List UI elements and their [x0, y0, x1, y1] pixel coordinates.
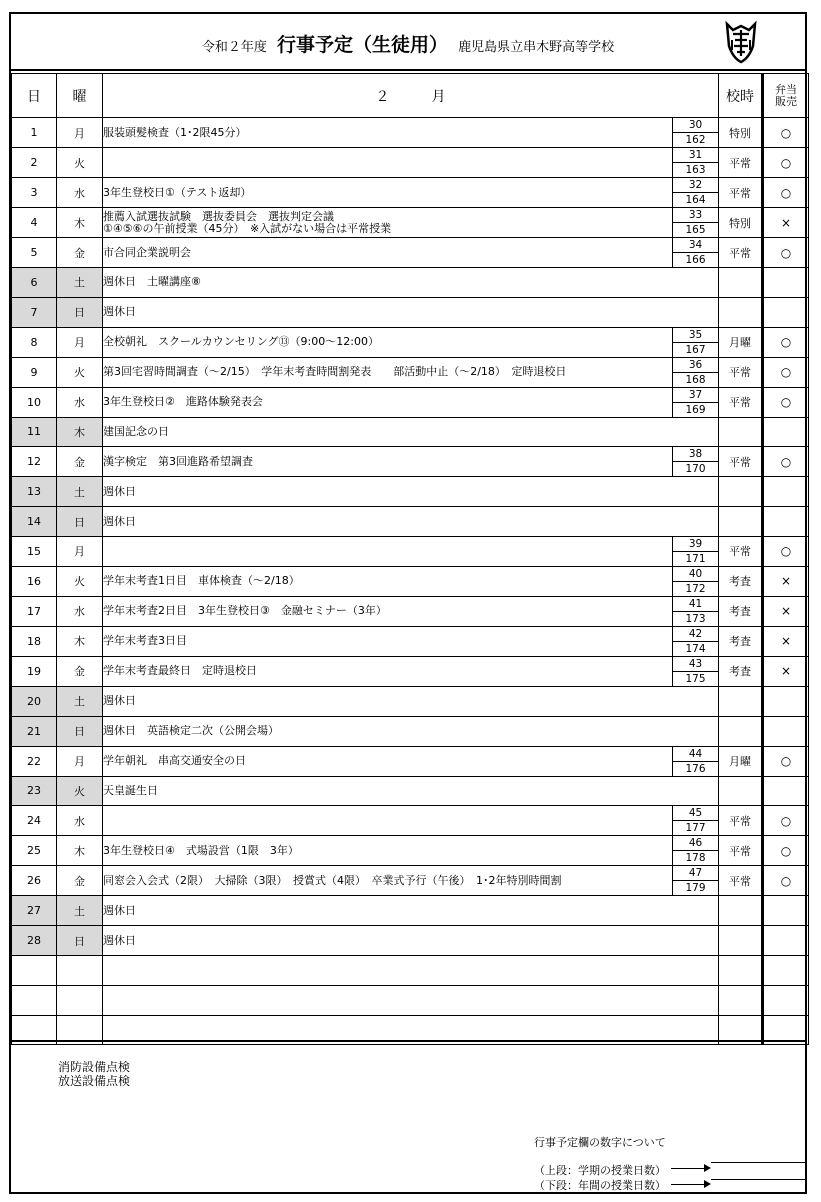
- school-hours-cell: 平常: [719, 536, 763, 566]
- weekday-cell: 土: [57, 686, 103, 716]
- table-row: [12, 327, 809, 357]
- class-days-cell: [673, 746, 719, 776]
- class-days-cell: [673, 806, 719, 836]
- school-hours-cell: 考査: [719, 626, 763, 656]
- col-month-header: ２ 月: [103, 74, 719, 118]
- table-row: [12, 507, 809, 537]
- year-class-days: 166: [685, 254, 706, 266]
- day-cell: 5: [12, 238, 57, 268]
- school-hours-cell: 平常: [719, 357, 763, 387]
- event-cell: [103, 985, 719, 1015]
- term-class-days: 37: [673, 388, 718, 403]
- table-row: [12, 447, 809, 477]
- school-hours-cell: [719, 417, 763, 447]
- year-class-days: 175: [685, 672, 706, 685]
- bento-cell: [763, 926, 809, 956]
- table-header-row: [12, 74, 809, 118]
- legend-sample-box: [711, 1162, 807, 1180]
- day-cell: 19: [12, 656, 57, 686]
- class-days-cell: [673, 447, 719, 477]
- event-cell: 3年生登校日①（テスト返却）: [103, 178, 673, 208]
- day-cell: 6: [12, 268, 57, 298]
- event-cell: 週休日: [103, 477, 719, 507]
- bento-cell: ×: [763, 208, 809, 238]
- weekday-cell: 水: [57, 806, 103, 836]
- event-cell: 3年生登校日④ 式場設営（1限 3年）: [103, 836, 673, 866]
- school-hours-cell: 平常: [719, 238, 763, 268]
- day-cell: 27: [12, 896, 57, 926]
- note-item: 放送設備点検: [58, 1074, 131, 1088]
- schedule-table: [11, 73, 809, 1045]
- bento-cell: [763, 297, 809, 327]
- term-class-days: 47: [673, 866, 718, 881]
- school-hours-cell: 平常: [719, 447, 763, 477]
- weekday-cell: 日: [57, 507, 103, 537]
- table-row: [12, 208, 809, 238]
- table-row: [12, 656, 809, 686]
- title-school: 鹿児島県立串木野高等学校: [458, 40, 615, 55]
- year-class-days: 168: [685, 373, 706, 386]
- event-cell: 週休日 土曜講座⑧: [103, 268, 719, 298]
- page-header: [11, 14, 805, 71]
- year-class-days: 162: [685, 134, 706, 146]
- year-class-days: 178: [685, 852, 706, 865]
- table-row: [12, 536, 809, 566]
- table-row: [12, 626, 809, 656]
- year-class-days: 174: [685, 642, 706, 655]
- bento-cell: ○: [763, 806, 809, 836]
- event-cell: 学年末考査2日目 3年生登校日③ 金融セミナー（3年）: [103, 596, 673, 626]
- weekday-cell: 金: [57, 238, 103, 268]
- year-class-days: 164: [685, 194, 706, 206]
- school-hours-cell: 平常: [719, 387, 763, 417]
- table-row: [12, 866, 809, 896]
- school-hours-cell: [719, 896, 763, 926]
- event-cell: 漢字検定 第3回進路希望調査: [103, 447, 673, 477]
- term-class-days: 43: [673, 657, 718, 672]
- event-cell: 全校朝礼 スクールカウンセリング⑬（9:00～12:00）: [103, 327, 673, 357]
- bento-cell: [763, 686, 809, 716]
- title-era: 令和２年度: [201, 40, 267, 55]
- bento-cell: ○: [763, 387, 809, 417]
- class-days-cell: [673, 327, 719, 357]
- day-cell: 25: [12, 836, 57, 866]
- event-cell: 学年末考査1日目 車体検査（～2/18）: [103, 566, 673, 596]
- day-cell: 9: [12, 357, 57, 387]
- event-cell: 天皇誕生日: [103, 776, 719, 806]
- bento-cell: ○: [763, 746, 809, 776]
- legend-upper: （上段：学期の授業日数）: [534, 1164, 666, 1177]
- day-cell: 4: [12, 208, 57, 238]
- col-weekday-header: 曜: [57, 74, 103, 118]
- bento-cell: ×: [763, 656, 809, 686]
- table-row: [12, 118, 809, 148]
- weekday-cell: 火: [57, 357, 103, 387]
- table-row: [12, 238, 809, 268]
- day-cell: 22: [12, 746, 57, 776]
- class-days-cell: [673, 357, 719, 387]
- table-row: [12, 716, 809, 746]
- day-cell: 12: [12, 447, 57, 477]
- year-class-days: 179: [685, 882, 706, 895]
- table-row: [12, 776, 809, 806]
- bento-cell: ×: [763, 626, 809, 656]
- table-row: [12, 566, 809, 596]
- term-class-days: 35: [673, 328, 718, 343]
- day-cell: 16: [12, 566, 57, 596]
- term-class-days: 31: [673, 148, 718, 163]
- col-day-header: 日: [12, 74, 57, 118]
- term-class-days: 40: [673, 567, 718, 582]
- day-cell: 26: [12, 866, 57, 896]
- col-hours-header: 校時: [719, 74, 763, 118]
- weekday-cell: 月: [57, 746, 103, 776]
- school-hours-cell: [719, 985, 763, 1015]
- term-class-days: 46: [673, 836, 718, 851]
- year-class-days: 170: [685, 463, 706, 476]
- class-days-cell: [673, 208, 719, 238]
- arrow-right-icon: [704, 1180, 711, 1188]
- table-row: [12, 596, 809, 626]
- event-cell: [103, 148, 673, 178]
- day-cell: 23: [12, 776, 57, 806]
- bento-cell: ○: [763, 178, 809, 208]
- school-hours-cell: 平常: [719, 178, 763, 208]
- class-days-cell: [673, 596, 719, 626]
- day-cell: 7: [12, 297, 57, 327]
- day-cell: 2: [12, 148, 57, 178]
- school-hours-cell: 考査: [719, 656, 763, 686]
- weekday-cell: 火: [57, 776, 103, 806]
- event-cell: 週休日: [103, 896, 719, 926]
- day-cell: [12, 955, 57, 985]
- school-hours-cell: [719, 955, 763, 985]
- school-hours-cell: 平常: [719, 148, 763, 178]
- school-hours-cell: 平常: [719, 806, 763, 836]
- bento-cell: [763, 477, 809, 507]
- event-cell: [103, 208, 673, 238]
- bento-cell: [763, 716, 809, 746]
- school-hours-cell: 月曜: [719, 327, 763, 357]
- bento-cell: ×: [763, 566, 809, 596]
- term-class-days: 32: [673, 178, 718, 193]
- event-cell: 学年末考査3日目: [103, 626, 673, 656]
- class-days-cell: [673, 866, 719, 896]
- weekday-cell: 火: [57, 566, 103, 596]
- bento-cell: [763, 955, 809, 985]
- bento-cell: [763, 507, 809, 537]
- weekday-cell: 木: [57, 626, 103, 656]
- school-hours-cell: 平常: [719, 836, 763, 866]
- year-class-days: 171: [685, 552, 706, 565]
- bento-cell: ○: [763, 148, 809, 178]
- bento-cell: ○: [763, 357, 809, 387]
- weekday-cell: 月: [57, 536, 103, 566]
- table-row: [12, 985, 809, 1015]
- table-row: [12, 686, 809, 716]
- school-hours-cell: [719, 477, 763, 507]
- table-row: [12, 387, 809, 417]
- weekday-cell: 土: [57, 477, 103, 507]
- bento-cell: ○: [763, 118, 809, 148]
- weekday-cell: 火: [57, 148, 103, 178]
- bento-cell: ○: [763, 238, 809, 268]
- year-class-days: 169: [685, 403, 706, 416]
- table-row: [12, 806, 809, 836]
- weekday-cell: 日: [57, 297, 103, 327]
- event-cell: 第3回宅習時間調査（～2/15） 学年末考査時間割発表 部活動中止（～2/18） 定時退校日: [103, 357, 673, 387]
- weekday-cell: 月: [57, 118, 103, 148]
- class-days-cell: [673, 656, 719, 686]
- day-cell: 1: [12, 118, 57, 148]
- year-class-days: 172: [685, 582, 706, 595]
- event-cell: [103, 955, 719, 985]
- term-class-days: 38: [673, 447, 718, 462]
- weekday-cell: 水: [57, 178, 103, 208]
- weekday-cell: 金: [57, 447, 103, 477]
- bento-cell: ○: [763, 536, 809, 566]
- event-cell: 週休日: [103, 926, 719, 956]
- arrow-right-icon: [704, 1164, 711, 1172]
- school-hours-cell: 考査: [719, 596, 763, 626]
- class-days-cell: [673, 387, 719, 417]
- event-cell: 週休日: [103, 297, 719, 327]
- school-hours-cell: [719, 268, 763, 298]
- day-cell: 17: [12, 596, 57, 626]
- day-cell: 13: [12, 477, 57, 507]
- weekday-cell: [57, 955, 103, 985]
- event-cell: 同窓会入会式（2限） 大掃除（3限） 授賞式（4限） 卒業式予行（午後） 1･2年特別時間割: [103, 866, 673, 896]
- term-class-days: 33: [673, 208, 718, 223]
- bento-cell: ○: [763, 866, 809, 896]
- school-hours-cell: [719, 507, 763, 537]
- weekday-cell: 土: [57, 268, 103, 298]
- day-cell: 14: [12, 507, 57, 537]
- col-bento-header: 弁当 販売: [763, 74, 809, 118]
- bento-cell: [763, 268, 809, 298]
- event-line: ①④⑤⑥の午前授業（45分） ※入試がない場合は平常授業: [103, 221, 392, 235]
- weekday-cell: 月: [57, 327, 103, 357]
- weekday-cell: 木: [57, 836, 103, 866]
- table-row: [12, 297, 809, 327]
- event-cell: 週休日: [103, 686, 719, 716]
- term-class-days: 36: [673, 358, 718, 373]
- note-item: 消防設備点検: [58, 1060, 131, 1074]
- school-hours-cell: 平常: [719, 866, 763, 896]
- year-class-days: 165: [685, 224, 706, 236]
- school-hours-cell: 月曜: [719, 746, 763, 776]
- term-class-days: 41: [673, 597, 718, 612]
- class-days-cell: [673, 238, 719, 268]
- event-cell: [103, 536, 673, 566]
- term-class-days: 34: [673, 238, 718, 253]
- weekday-cell: 金: [57, 866, 103, 896]
- school-hours-cell: [719, 926, 763, 956]
- bento-cell: [763, 417, 809, 447]
- term-class-days: 30: [673, 118, 718, 133]
- school-hours-cell: [719, 776, 763, 806]
- bento-cell: ×: [763, 596, 809, 626]
- table-row: [12, 955, 809, 985]
- event-cell: 3年生登校日② 進路体験発表会: [103, 387, 673, 417]
- day-cell: 3: [12, 178, 57, 208]
- table-row: [12, 148, 809, 178]
- table-row: [12, 357, 809, 387]
- class-days-cell: [673, 118, 719, 148]
- class-days-cell: [673, 836, 719, 866]
- day-cell: 28: [12, 926, 57, 956]
- year-class-days: 167: [685, 343, 706, 356]
- school-hours-cell: 特別: [719, 208, 763, 238]
- weekday-cell: 日: [57, 926, 103, 956]
- day-cell: 8: [12, 327, 57, 357]
- event-cell: 学年朝礼 串高交通安全の日: [103, 746, 673, 776]
- weekday-cell: 金: [57, 656, 103, 686]
- year-class-days: 173: [685, 612, 706, 625]
- school-hours-cell: 特別: [719, 118, 763, 148]
- event-cell: 建国記念の日: [103, 417, 719, 447]
- term-class-days: 44: [673, 747, 718, 762]
- table-row: [12, 836, 809, 866]
- table-row: [12, 746, 809, 776]
- weekday-cell: 水: [57, 596, 103, 626]
- year-class-days: 177: [685, 822, 706, 835]
- day-cell: 24: [12, 806, 57, 836]
- term-class-days: 39: [673, 537, 718, 552]
- table-row: [12, 477, 809, 507]
- weekday-cell: 木: [57, 417, 103, 447]
- school-hours-cell: [719, 297, 763, 327]
- term-class-days: 45: [673, 806, 718, 821]
- school-emblem-icon: [723, 20, 759, 64]
- event-line: 推薦入試選抜試験 選抜委員会 選抜判定会議: [103, 209, 334, 223]
- table-row: [12, 417, 809, 447]
- table-row: [12, 896, 809, 926]
- bento-cell: ○: [763, 836, 809, 866]
- day-cell: 20: [12, 686, 57, 716]
- weekday-cell: 日: [57, 716, 103, 746]
- weekday-cell: 土: [57, 896, 103, 926]
- year-class-days: 176: [685, 762, 706, 775]
- event-cell: 週休日: [103, 507, 719, 537]
- class-days-cell: [673, 178, 719, 208]
- class-days-cell: [673, 626, 719, 656]
- weekday-cell: 木: [57, 208, 103, 238]
- term-class-days: 42: [673, 627, 718, 642]
- weekday-cell: 水: [57, 387, 103, 417]
- class-days-cell: [673, 566, 719, 596]
- table-row: [12, 178, 809, 208]
- bento-cell: ○: [763, 327, 809, 357]
- notes-block: [58, 1060, 130, 1088]
- day-cell: 11: [12, 417, 57, 447]
- title-main: 行事予定（生徒用）: [276, 34, 448, 56]
- table-row: [12, 926, 809, 956]
- weekday-cell: [57, 985, 103, 1015]
- class-days-cell: [673, 536, 719, 566]
- year-class-days: 163: [685, 164, 706, 176]
- event-cell: 服装頭髪検査（1･2限45分）: [103, 118, 673, 148]
- school-hours-cell: [719, 716, 763, 746]
- day-cell: 21: [12, 716, 57, 746]
- event-cell: [103, 806, 673, 836]
- bento-cell: ○: [763, 447, 809, 477]
- day-cell: 10: [12, 387, 57, 417]
- page-title: [11, 30, 805, 57]
- legend-title: 行事予定欄の数字について: [534, 1136, 666, 1149]
- table-row: [12, 268, 809, 298]
- bento-cell: [763, 776, 809, 806]
- class-days-cell: [673, 148, 719, 178]
- legend-lower: （下段：年間の授業日数）: [534, 1179, 666, 1192]
- event-cell: 学年末考査最終日 定時退校日: [103, 656, 673, 686]
- bento-cell: [763, 896, 809, 926]
- day-cell: [12, 985, 57, 1015]
- day-cell: 15: [12, 536, 57, 566]
- school-hours-cell: 考査: [719, 566, 763, 596]
- event-cell: 市合同企業説明会: [103, 238, 673, 268]
- event-cell: 週休日 英語検定二次（公開会場）: [103, 716, 719, 746]
- bento-cell: [763, 985, 809, 1015]
- day-cell: 18: [12, 626, 57, 656]
- school-hours-cell: [719, 686, 763, 716]
- page-footer: [11, 1040, 805, 1192]
